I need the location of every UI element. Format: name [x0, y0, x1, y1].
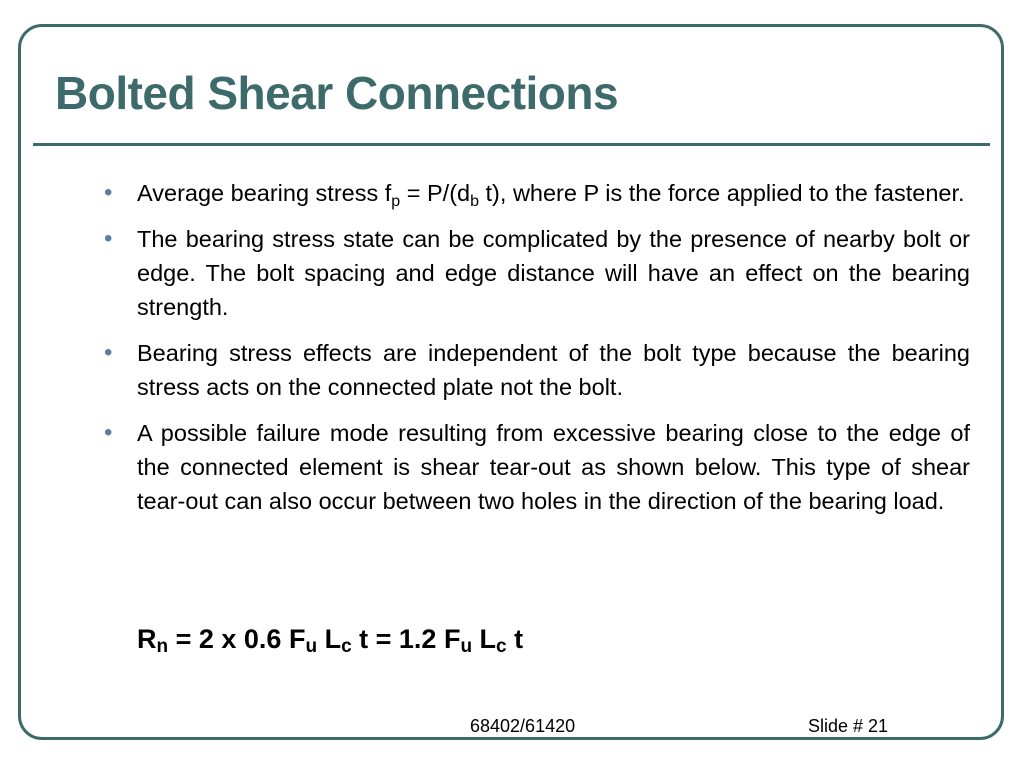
bullet-text-pre: Average bearing stress f: [137, 180, 392, 206]
bullet-text: A possible failure mode resulting from excessive bearing close to the edge of the connected element is shear tear-out as shown below. This type of shear tear-out can also occur between two holes in the direction of the bearing load.: [137, 420, 970, 514]
formula-part2: t = 1.2 F: [351, 624, 461, 654]
title-divider: [33, 143, 990, 146]
footer-course-code: 68402/61420: [470, 716, 576, 736]
bullet-text-post: t), where P is the force applied to the fastener.: [479, 180, 965, 206]
formula-l2: L: [472, 624, 497, 654]
bullet-text-mid: = P/(d: [400, 180, 471, 206]
formula-sub-c: c: [496, 636, 507, 657]
bullet-icon: •: [104, 179, 113, 206]
formula-sub-n: n: [156, 636, 169, 657]
bullet-text: Bearing stress effects are independent of the bolt type because the bearing stress acts on the connected plate not the bolt.: [137, 340, 970, 400]
bullet-icon: •: [104, 225, 113, 252]
formula-part3: t: [506, 624, 524, 654]
bullet-icon: •: [104, 419, 113, 446]
formula-sub-c: c: [341, 636, 352, 657]
formula-sub-u: u: [305, 636, 318, 657]
slide-title: Bolted Shear Connections: [55, 67, 619, 119]
bullet-item: [104, 222, 970, 324]
footer-slide-number: Slide # 21: [808, 716, 889, 736]
bullet-icon: •: [104, 339, 113, 366]
subscript-b: b: [470, 193, 479, 210]
formula-part1: = 2 x 0.6 F: [168, 624, 306, 654]
bullet-item: [104, 416, 970, 518]
formula-sub-u: u: [460, 636, 473, 657]
bullet-text: The bearing stress state can be complicated by the presence of nearby bolt or edge. The bolt spacing and edge distance will have an effect on the bearing strength.: [137, 226, 970, 320]
bullet-list: [104, 176, 970, 530]
formula-l1: L: [317, 624, 342, 654]
bullet-item: [104, 336, 970, 404]
bullet-item: [104, 176, 970, 210]
bearing-strength-formula: [137, 624, 523, 655]
subscript-p: p: [391, 193, 401, 210]
formula-r: R: [137, 624, 157, 654]
